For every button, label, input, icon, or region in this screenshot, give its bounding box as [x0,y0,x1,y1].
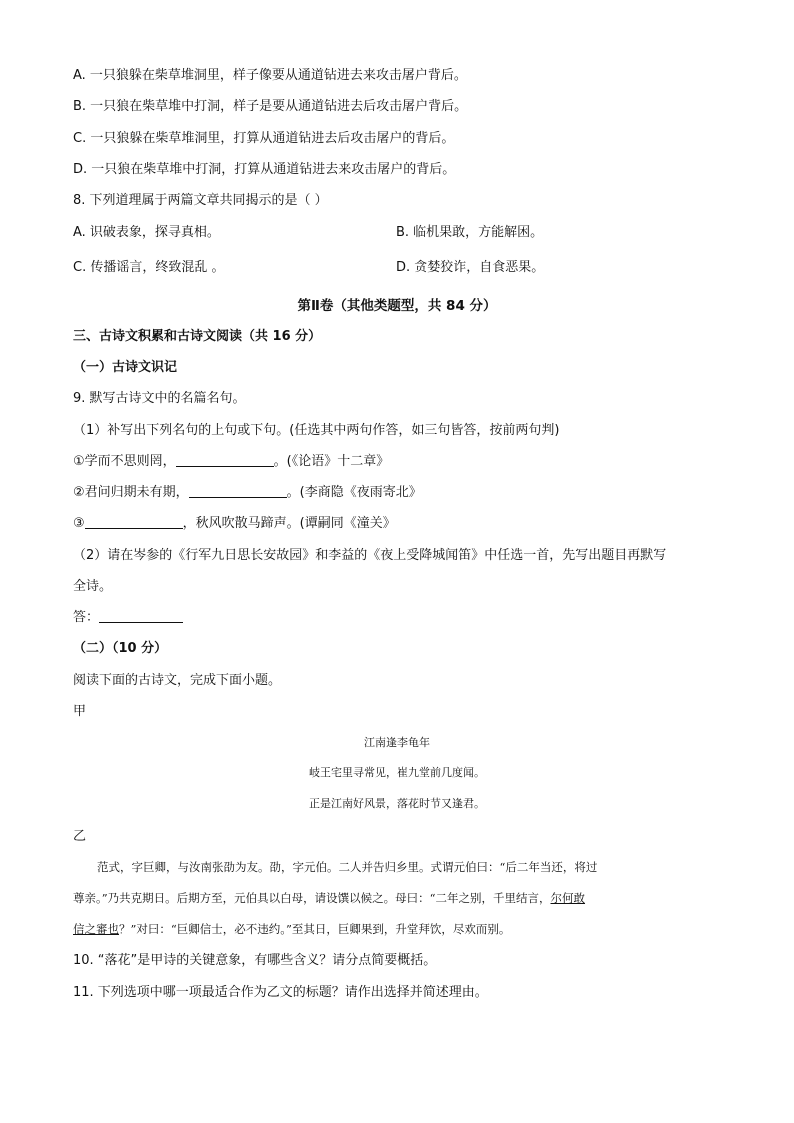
q8-option-a: A. 识破表象，探寻真相。 [73,225,220,240]
q9-item1-prefix: ①学而不思则罔， [73,454,176,469]
q9-item2 [73,483,422,503]
q7-option-d: D. 一只狼在柴草堆中打洞，打算从通道钻进去来攻击屠户的背后。 [73,162,456,177]
q9-answer [73,608,183,628]
q7-option-a: A. 一只狼躲在柴草堆洞里，样子像要从通道钻进去来攻击屠户背后。 [73,68,467,83]
answer-label: 答： [73,610,100,625]
q8-option-c: C. 传播谣言，终致混乱 。 [73,260,225,275]
prose-line2 [73,883,723,913]
q9-part2-line1: （2）请在岑参的《行军九日思长安故园》和李益的《夜上受降城闻笛》中任选一首，先写出题目再默写 [73,548,667,563]
subsection1-title: （一）古诗文识记 [73,360,178,375]
label-yi: 乙 [73,829,87,844]
q9-part1-instructions: （1）补写出下列名句的上句或下句。(任选其中两句作答，如三句皆答，按前两句判) [73,423,560,438]
q7-option-c: C. 一只狼躲在柴草堆洞里，打算从通道钻进去后攻击屠户的背后。 [73,131,455,146]
q8-option-d: D. 贪婪狡诈，自食恶果。 [396,260,545,275]
poem-title: 江南逢李龟年 [364,736,430,749]
q10-stem: 10. “落花”是甲诗的关键意象，有哪些含义？请分点简要概括。 [73,953,437,968]
q9-stem: 9. 默写古诗文中的名篇名句。 [73,391,246,406]
q8-option-b: B. 临机果敢，方能解困。 [396,225,544,240]
q9-item1-suffix: 。(《论语》十二章》 [273,454,390,469]
reading-intro: 阅读下面的古诗文，完成下面小题。 [73,673,282,688]
q8-stem: 8. 下列道理属于两篇文章共同揭示的是（ ） [73,193,328,208]
subsection2-title: （二）（10 分） [73,641,168,656]
poem-line2: 正是江南好风景，落花时节又逢君。 [309,797,485,810]
q9-item3 [73,514,396,534]
q9-part2-line2: 全诗。 [73,579,113,594]
q9-item3-suffix: ，秋风吹散马蹄声。(谭嗣同《潼关》 [182,516,396,531]
q9-item3-blank[interactable] [85,514,183,529]
section3-title: 三、古诗文积累和古诗文阅读（共 16 分） [73,329,322,344]
prose-line1: 范式，字巨卿，与汝南张劭为友。劭，字元伯。二人并告归乡里。式谓元伯曰：“后二年当还，将过 [97,860,598,874]
q9-item1-blank[interactable] [176,452,274,467]
prose-line3-text: ？”对曰：“巨卿信士，必不违约。”至其日，巨卿果到，升堂拜饮，尽欢而别。 [119,922,511,936]
q9-item2-suffix: 。(李商隐《夜雨寄北》 [286,485,422,500]
q9-item2-prefix: ②君问归期未有期， [73,485,189,500]
answer-blank[interactable] [99,608,183,623]
q9-item2-blank[interactable] [189,483,287,498]
prose-underlined-phrase-2: 信之審也 [73,922,119,936]
volume-title: 第Ⅱ卷（其他类题型，共 84 分） [297,298,497,314]
q11-stem: 11. 下列选项中哪一项最适合作为乙文的标题？请作出选择并简述理由。 [73,985,488,1000]
prose-underlined-phrase-1: 尔何敢 [550,891,586,905]
prose-line3 [73,914,723,944]
label-jia: 甲 [73,704,87,719]
poem-line1: 岐王宅里寻常见，崔九堂前几度闻。 [309,766,485,779]
prose-line2-text: 尊亲。”乃共克期日。后期方至，元伯具以白母，请设馔以候之。母曰：“二年之别，千里结言， [73,891,551,905]
q7-option-b: B. 一只狼在柴草堆中打洞，样子是要从通道钻进去后攻击屠户背后。 [73,99,468,114]
q9-item1 [73,452,389,472]
q9-item3-prefix: ③ [73,516,85,531]
